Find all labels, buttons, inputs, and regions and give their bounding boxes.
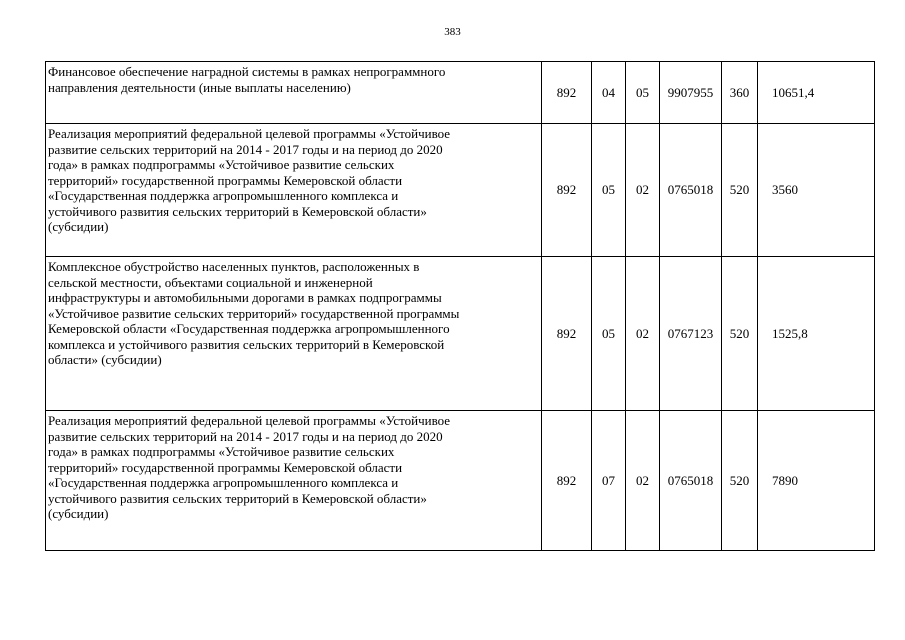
expense-name-line: «Государственная поддержка агропромышленного комплекса и — [48, 475, 399, 490]
expense-name-line: сельской местности, объектами социальной и инженерной — [48, 274, 373, 290]
table-row — [46, 124, 875, 257]
ministry-code-cell: 892 — [542, 257, 592, 411]
subsection-code-cell: 02 — [626, 411, 660, 551]
expense-type-cell: 520 — [722, 411, 758, 551]
expense-name-line: Реализация мероприятий федеральной целевой программы «Устойчивое — [48, 126, 451, 141]
article-code-cell: 0767123 — [660, 257, 722, 411]
expense-type-cell: 360 — [722, 62, 758, 124]
expense-name-line: территорий» государственной программы Кемеровской области — [48, 172, 403, 188]
amount-cell: 3560 — [758, 124, 875, 257]
expense-name-line: Кемеровской области «Государственная поддержка агропромышленного — [48, 321, 450, 336]
expense-name-line: года» в рамках подпрограммы «Устойчивое развитие сельских — [48, 157, 395, 172]
expense-type-cell: 520 — [722, 124, 758, 257]
expense-name-cell — [46, 124, 542, 257]
article-code-cell: 9907955 — [660, 62, 722, 124]
ministry-code-cell: 892 — [542, 62, 592, 124]
subsection-code-cell: 02 — [626, 257, 660, 411]
expense-name-line: области» (субсидии) — [48, 352, 162, 367]
expense-name-line: (субсидии) — [48, 219, 109, 234]
expense-name-cell — [46, 62, 542, 124]
expense-name-line: «Государственная поддержка агропромышленного комплекса и — [48, 188, 399, 203]
table-row — [46, 411, 875, 551]
expense-name-line: Финансовое обеспечение наградной системы в рамках непрограммного — [48, 64, 446, 79]
expense-name-line: устойчивого развития сельских территорий в Кемеровской области» — [48, 490, 427, 506]
expense-name-line: «Устойчивое развитие сельских территорий» государственной программы — [48, 305, 460, 321]
section-code-cell: 07 — [592, 411, 626, 551]
expense-name-line: Реализация мероприятий федеральной целевой программы «Устойчивое — [48, 413, 451, 428]
expense-name-line: направления деятельности (иные выплаты населению) — [48, 79, 351, 95]
expense-name-line: Комплексное обустройство населенных пунктов, расположенных в — [48, 259, 420, 274]
article-code-cell: 0765018 — [660, 124, 722, 257]
expense-type-cell: 520 — [722, 257, 758, 411]
amount-cell: 10651,4 — [758, 62, 875, 124]
budget-table — [45, 61, 875, 551]
expense-name-line: года» в рамках подпрограммы «Устойчивое развитие сельских — [48, 444, 395, 459]
expense-name-line: территорий» государственной программы Кемеровской области — [48, 459, 403, 475]
amount-cell: 7890 — [758, 411, 875, 551]
ministry-code-cell: 892 — [542, 411, 592, 551]
section-code-cell: 04 — [592, 62, 626, 124]
section-code-cell: 05 — [592, 124, 626, 257]
expense-name-cell — [46, 411, 542, 551]
expense-name-line: инфраструктуры и автомобильными дорогами в рамках подпрограммы — [48, 290, 442, 305]
ministry-code-cell: 892 — [542, 124, 592, 257]
expense-name-line: развитие сельских территорий на 2014 - 2017 годы и на период до 2020 — [48, 141, 443, 157]
section-code-cell: 05 — [592, 257, 626, 411]
subsection-code-cell: 05 — [626, 62, 660, 124]
expense-name-line: устойчивого развития сельских территорий в Кемеровской области» — [48, 203, 427, 219]
table-row — [46, 257, 875, 411]
page-number: 383 — [444, 26, 461, 38]
article-code-cell: 0765018 — [660, 411, 722, 551]
table-row — [46, 62, 875, 124]
amount-cell: 1525,8 — [758, 257, 875, 411]
subsection-code-cell: 02 — [626, 124, 660, 257]
expense-name-line: (субсидии) — [48, 506, 109, 521]
expense-name-line: развитие сельских территорий на 2014 - 2017 годы и на период до 2020 — [48, 428, 443, 444]
expense-name-line: комплекса и устойчивого развития сельских территорий в Кемеровской — [48, 336, 445, 352]
expense-name-cell — [46, 257, 542, 411]
